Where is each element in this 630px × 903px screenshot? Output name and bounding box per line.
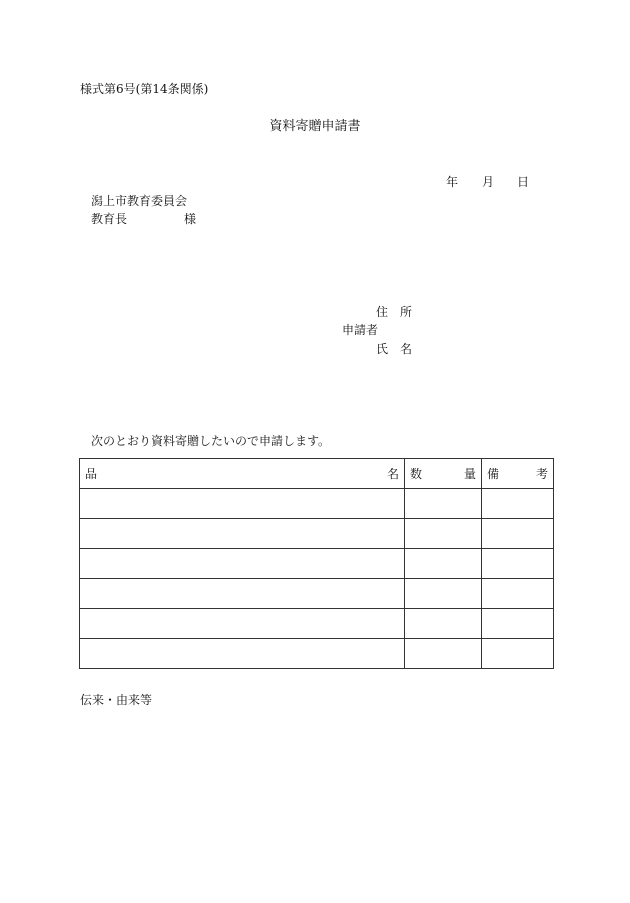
column-header-quantity — [405, 459, 482, 489]
column-header-quantity-left: 数 — [410, 467, 423, 481]
table-row — [80, 639, 554, 669]
remarks-cell[interactable] — [482, 489, 554, 519]
remarks-cell[interactable] — [482, 609, 554, 639]
applicant-label: 申請者 — [342, 323, 379, 337]
column-header-item-name-left: 品 — [85, 467, 98, 481]
item-name-cell[interactable] — [80, 519, 405, 549]
table-row — [80, 579, 554, 609]
quantity-cell[interactable] — [405, 579, 482, 609]
item-name-cell[interactable] — [80, 489, 405, 519]
applicant-name-label: 氏 名 — [376, 342, 413, 356]
table-row — [80, 489, 554, 519]
column-header-remarks-right: 考 — [535, 467, 548, 481]
item-name-cell[interactable] — [80, 549, 405, 579]
quantity-cell[interactable] — [405, 489, 482, 519]
table-row — [80, 609, 554, 639]
date-day-label: 日 — [517, 175, 530, 189]
quantity-cell[interactable] — [405, 609, 482, 639]
addressee-organization: 潟上市教育委員会 — [91, 194, 188, 208]
remarks-cell[interactable] — [482, 579, 554, 609]
quantity-cell[interactable] — [405, 639, 482, 669]
quantity-cell[interactable] — [405, 519, 482, 549]
item-name-cell[interactable] — [80, 609, 405, 639]
date-year-label: 年 — [446, 175, 459, 189]
item-name-cell[interactable] — [80, 639, 405, 669]
form-number: 様式第6号(第14条関係) — [80, 82, 209, 96]
table-header-row — [80, 459, 554, 489]
donation-items-table — [79, 458, 554, 669]
column-header-remarks-left: 備 — [487, 467, 500, 481]
addressee-title: 教育長 — [91, 212, 128, 226]
table-row — [80, 519, 554, 549]
remarks-cell[interactable] — [482, 519, 554, 549]
addressee-honorific: 様 — [184, 212, 197, 226]
column-header-item-name-right: 名 — [386, 467, 399, 481]
applicant-address-label: 住 所 — [376, 305, 413, 319]
item-name-cell[interactable] — [80, 579, 405, 609]
date-month-label: 月 — [482, 175, 495, 189]
request-statement: 次のとおり資料寄贈したいので申請します。 — [91, 434, 331, 448]
remarks-cell[interactable] — [482, 639, 554, 669]
column-header-item-name — [80, 459, 405, 489]
quantity-cell[interactable] — [405, 549, 482, 579]
document-title: 資料寄贈申請書 — [269, 119, 361, 134]
column-header-remarks — [482, 459, 554, 489]
table-row — [80, 549, 554, 579]
remarks-cell[interactable] — [482, 549, 554, 579]
origin-history-label: 伝来・由来等 — [80, 693, 153, 707]
column-header-quantity-right: 量 — [463, 467, 476, 481]
